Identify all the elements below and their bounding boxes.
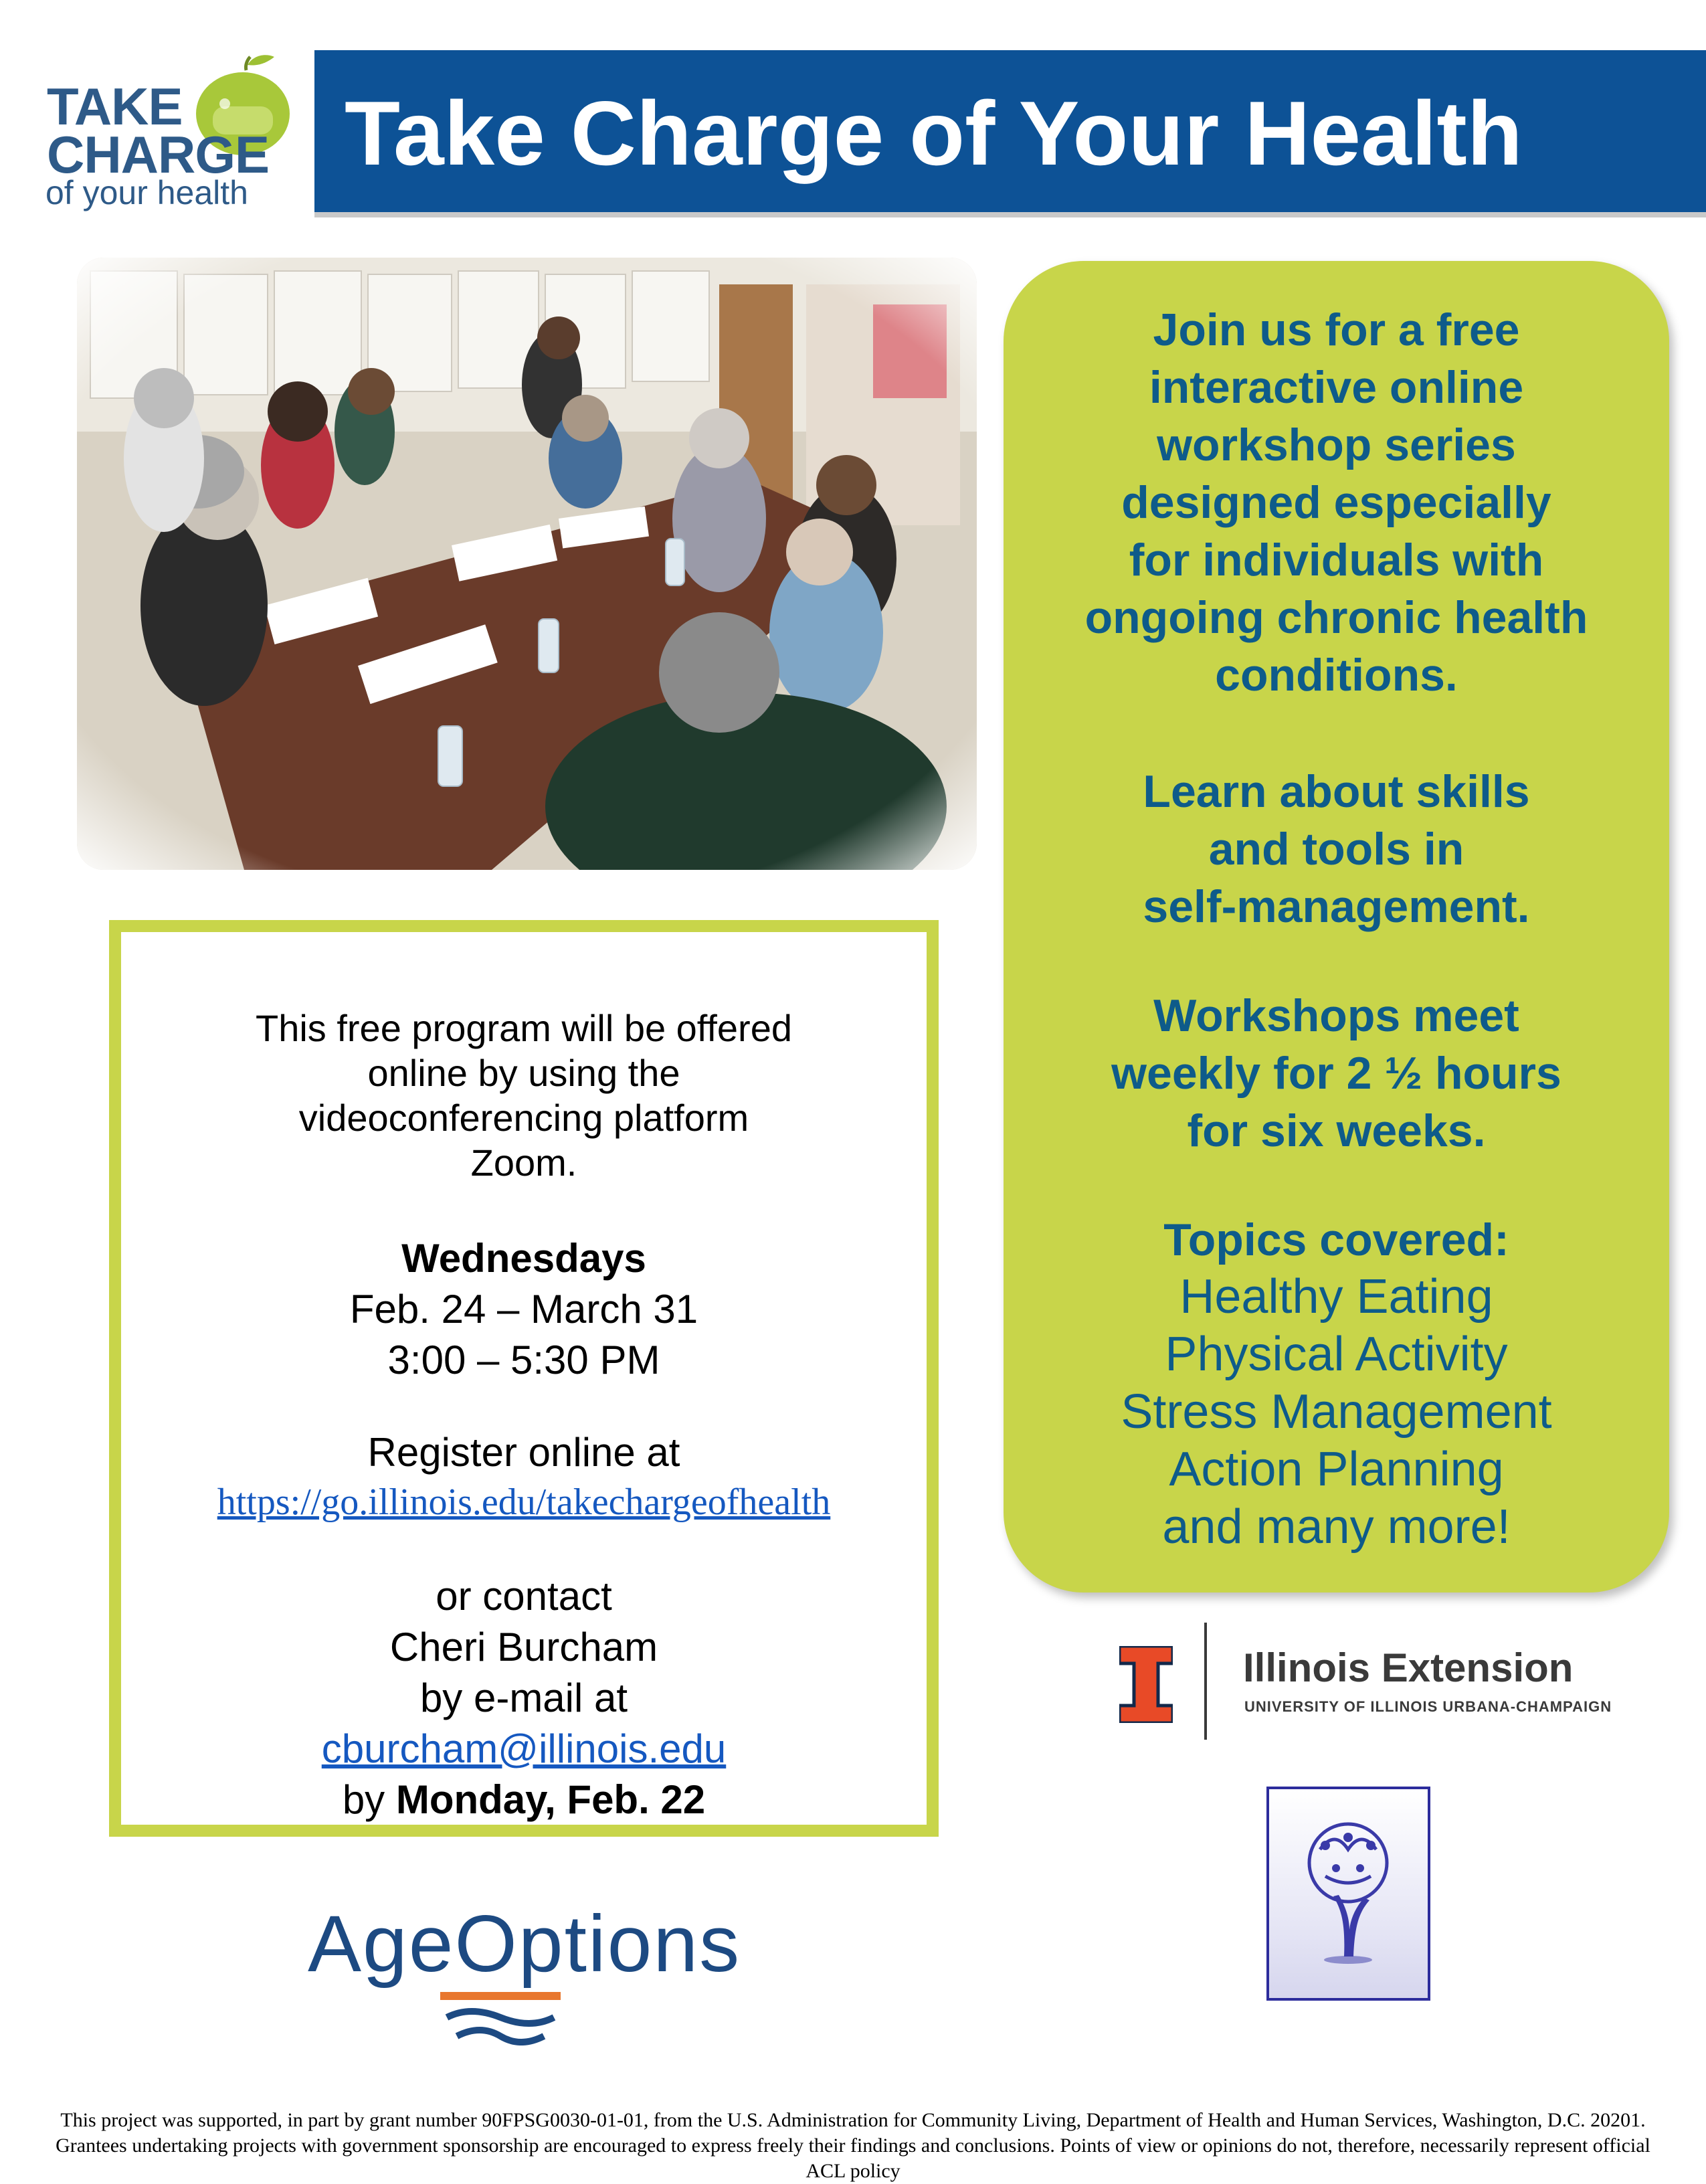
- topic-item: Healthy Eating: [1179, 1270, 1493, 1324]
- page-title: Take Charge of Your Health: [345, 82, 1523, 184]
- topics-heading: Topics covered:: [1163, 1214, 1509, 1265]
- invitation-line: Join us for a free: [1153, 304, 1520, 355]
- contact-line: by e-mail at: [419, 1675, 628, 1720]
- extension-subtitle: UNIVERSITY OF ILLINOIS URBANA-CHAMPAIGN: [1244, 1698, 1612, 1715]
- contact-info: [121, 1571, 927, 1825]
- waves-icon: [440, 1985, 561, 2045]
- ageoptions-wordmark: AgeOptions: [308, 1899, 741, 1989]
- contact-name: Cheri Burcham: [389, 1625, 658, 1669]
- topic-item: and many more!: [1162, 1500, 1511, 1554]
- register-link[interactable]: https://go.illinois.edu/takechargeofhealth: [217, 1481, 831, 1523]
- take-charge-logo: [40, 50, 294, 211]
- invitation-line: designed especially: [1121, 477, 1551, 528]
- extension-name: Illinois Extension: [1243, 1645, 1574, 1690]
- register-label: Register online at: [367, 1430, 680, 1475]
- contact-line: or contact: [436, 1574, 612, 1619]
- invitation-text: [1004, 301, 1669, 704]
- skills-line: self-management.: [1143, 881, 1530, 932]
- schedule-time: 3:00 – 5:30 PM: [387, 1338, 660, 1382]
- topic-item: Action Planning: [1169, 1443, 1504, 1496]
- frequency-line: for six weeks.: [1187, 1105, 1486, 1156]
- schedule: [121, 1233, 927, 1386]
- email-link[interactable]: cburcham@illinois.edu: [321, 1726, 727, 1771]
- workshop-details-panel: [1004, 261, 1669, 1592]
- description-line: online by using the: [367, 1052, 680, 1094]
- workshop-photo: [77, 258, 977, 870]
- frequency-line: Workshops meet: [1153, 990, 1519, 1041]
- topic-item: Physical Activity: [1165, 1328, 1508, 1381]
- topics-list: [1004, 1268, 1669, 1556]
- block-i-icon: [1119, 1646, 1173, 1723]
- meeting-frequency-text: [1004, 987, 1669, 1160]
- logo-divider: [1204, 1623, 1207, 1740]
- invitation-line: ongoing chronic health: [1084, 592, 1588, 643]
- description-line: This free program will be offered: [256, 1007, 792, 1049]
- funding-disclaimer: This project was supported, in part by grant number 90FPSG0030-01-01, from the U.S. Administration for Community Living, Department of Health and Human Services, Washington, D.C. 20201. Grantees undertaking projects with government sponsorship are encouraged to express freely their findings and conclusions. Points of view or opinions do not, therefore, necessarily represent official ACL policy: [56, 2109, 1650, 2182]
- tree-of-people-icon: [1269, 1789, 1428, 1998]
- invitation-line: for individuals with: [1129, 535, 1544, 585]
- ageoptions-logo: [308, 1899, 789, 2051]
- registration-deadline: Monday, Feb. 22: [395, 1777, 706, 1822]
- title-banner: [314, 50, 1706, 217]
- deadline-prefix: by: [342, 1777, 385, 1822]
- logo-word-charge: CHARGE: [47, 125, 270, 184]
- topic-item: Stress Management: [1121, 1385, 1552, 1439]
- frequency-line: weekly for 2 ½ hours: [1111, 1048, 1561, 1099]
- logo-word-take: TAKE: [47, 77, 183, 136]
- logo-tagline: of your health: [45, 174, 248, 211]
- program-description: [121, 1006, 927, 1185]
- schedule-dates: Feb. 24 – March 31: [349, 1287, 698, 1332]
- tree-logo: [1266, 1787, 1430, 2001]
- description-line: videoconferencing platform: [298, 1097, 749, 1139]
- skills-text: [1004, 763, 1669, 935]
- schedule-day: Wednesdays: [401, 1236, 646, 1281]
- skills-line: and tools in: [1208, 824, 1464, 875]
- invitation-line: conditions.: [1215, 650, 1458, 701]
- description-line: Zoom.: [470, 1142, 577, 1184]
- program-info-box: [109, 920, 939, 1837]
- invitation-line: interactive online: [1149, 362, 1524, 413]
- skills-line: Learn about skills: [1143, 766, 1530, 817]
- illinois-extension-logo: [1117, 1619, 1639, 1743]
- invitation-line: workshop series: [1157, 420, 1516, 470]
